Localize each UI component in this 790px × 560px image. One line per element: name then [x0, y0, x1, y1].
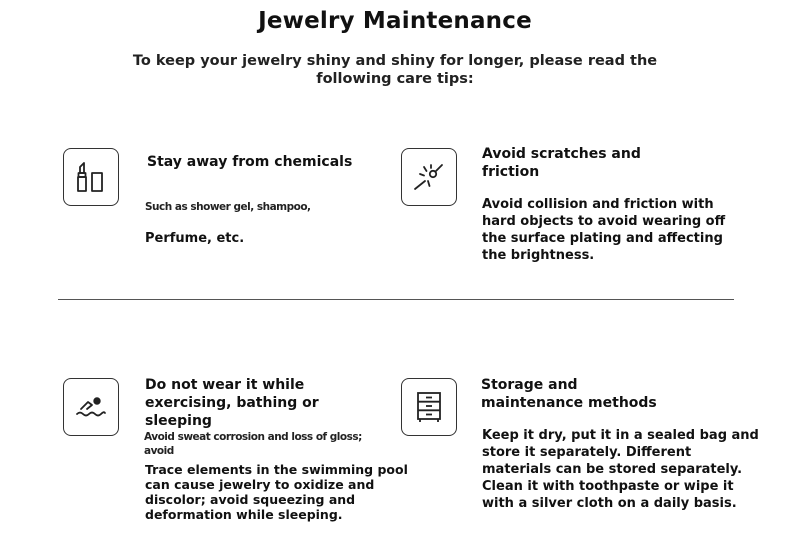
tip-heading-storage: Storage and maintenance methods [481, 377, 657, 411]
tip-heading-chemicals: Stay away from chemicals [147, 154, 353, 170]
page-title: Jewelry Maintenance [258, 8, 532, 34]
tip-note-exercising: Avoid sweat corrosion and loss of gloss; avoid [144, 431, 362, 457]
swimmer-icon [63, 378, 119, 436]
tip-text-scratches: Avoid collision and friction with hard objects to avoid wearing off the surface plating and affecting the brightness. [482, 197, 726, 263]
scratch-icon [401, 148, 457, 206]
section-divider [58, 299, 734, 300]
drawer-cabinet-icon [401, 378, 457, 436]
tip-text-exercising: Trace elements in the swimming pool can cause jewelry to oxidize and discolor; avoid squeezing and deformation while sleeping. [145, 462, 408, 522]
tip-text-chemicals: Perfume, etc. [145, 231, 245, 246]
tip-heading-scratches: Avoid scratches and friction [482, 146, 641, 180]
lipstick-icon [63, 148, 119, 206]
page-subtitle: To keep your jewelry shiny and shiny for longer, please read the following care tips: [132, 53, 658, 87]
tip-note-chemicals: Such as shower gel, shampoo, [145, 201, 311, 213]
tip-text-storage: Keep it dry, put it in a sealed bag and store it separately. Different materials can be stored separately. Clean it with toothpaste or wipe it with a silver cloth on a daily basis. [482, 428, 759, 511]
tip-heading-exercising: Do not wear it while exercising, bathing or sleeping [145, 377, 319, 429]
